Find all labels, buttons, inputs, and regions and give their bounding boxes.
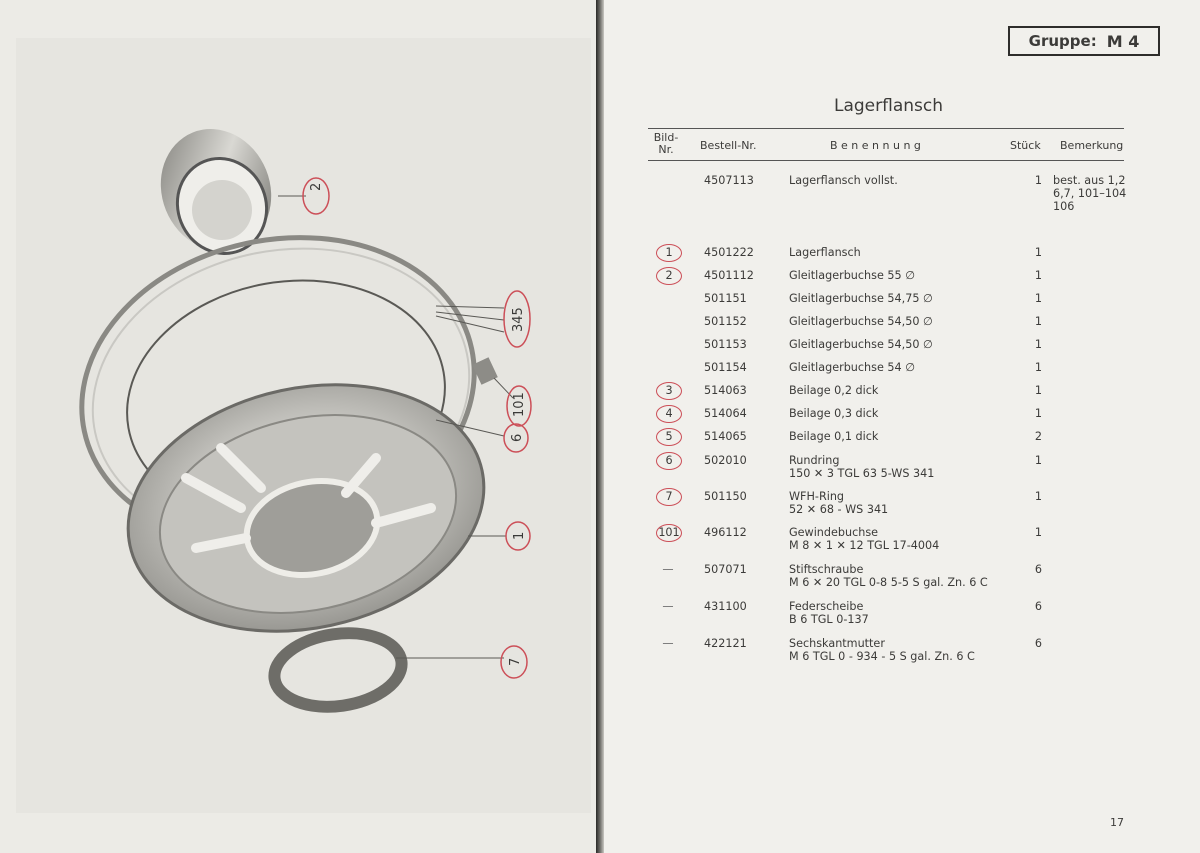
cell-bild: 7 <box>656 488 682 506</box>
cell-bild: — <box>662 563 674 576</box>
cell-nr: 4507113 <box>704 174 754 187</box>
cell-nr: 501152 <box>704 315 747 328</box>
cell-st: 1 <box>1034 246 1042 259</box>
book-gutter <box>596 0 604 853</box>
cell-nr: 514063 <box>704 384 747 397</box>
cell-st: 1 <box>1034 315 1042 328</box>
cell-ben: Lagerflansch <box>789 246 861 259</box>
cell-ben: Gleitlagerbuchse 54,75 ∅ <box>789 292 933 305</box>
cell-ben: Lagerflansch vollst. <box>789 174 898 187</box>
column-header-benennung: B e n e n n u n g <box>830 139 921 152</box>
cell-nr: 501150 <box>704 490 747 503</box>
page-title: Lagerflansch <box>834 96 944 116</box>
cell-st: 6 <box>1034 600 1042 613</box>
cell-ben: Beilage 0,1 dick <box>789 430 879 443</box>
cell-st: 1 <box>1034 526 1042 539</box>
column-header-bild: Bild- Nr. <box>653 131 679 156</box>
group-label-box <box>1008 26 1160 56</box>
cell-bild: 6 <box>656 452 682 470</box>
cell-ben: Gewindebuchse M 8 ✕ 1 ✕ 12 TGL 17-4004 <box>789 526 940 552</box>
cell-bild: — <box>662 637 674 650</box>
callout-7: 7 <box>508 657 523 666</box>
cell-st: 1 <box>1034 490 1042 503</box>
cell-bild: 2 <box>656 267 682 285</box>
callout-2: 2 <box>309 182 324 191</box>
cell-ben: Gleitlagerbuchse 54,50 ∅ <box>789 338 933 351</box>
cell-st: 6 <box>1034 563 1042 576</box>
cell-ben: Beilage 0,3 dick <box>789 407 879 420</box>
callout-1: 1 <box>512 531 527 540</box>
cell-nr: 501151 <box>704 292 747 305</box>
cell-nr: 502010 <box>704 454 747 467</box>
left-page <box>0 0 596 853</box>
cell-ben: Beilage 0,2 dick <box>789 384 879 397</box>
cell-bild: 101 <box>656 524 682 542</box>
cell-ben: Federscheibe B 6 TGL 0-137 <box>789 600 869 626</box>
cell-bild: 1 <box>656 244 682 262</box>
cell-st: 2 <box>1034 430 1042 443</box>
seal-ring <box>270 625 407 714</box>
cell-ben: Gleitlagerbuchse 54,50 ∅ <box>789 315 933 328</box>
cell-nr: 4501222 <box>704 246 754 259</box>
cell-nr: 501153 <box>704 338 747 351</box>
column-header-bestell: Bestell-Nr. <box>700 139 757 152</box>
column-header-stueck: Stück <box>1010 139 1041 152</box>
cell-st: 1 <box>1034 174 1042 187</box>
right-page <box>604 0 1200 853</box>
cell-st: 1 <box>1034 292 1042 305</box>
cell-bild: — <box>662 600 674 613</box>
flange-body <box>105 353 507 663</box>
cell-nr: 422121 <box>704 637 747 650</box>
cell-ben: Stiftschraube M 6 ✕ 20 TGL 0-8 5-5 S gal. Zn. 6 C <box>789 563 988 589</box>
cell-ben: WFH-Ring 52 ✕ 68 - WS 341 <box>789 490 889 516</box>
cell-st: 1 <box>1034 454 1042 467</box>
cell-ben: Sechskantmutter M 6 TGL 0 - 934 - 5 S gal. Zn. 6 C <box>789 637 975 663</box>
cell-st: 1 <box>1034 269 1042 282</box>
header-rule-top <box>648 128 1124 129</box>
cell-nr: 514064 <box>704 407 747 420</box>
cell-nr: 501154 <box>704 361 747 374</box>
cell-nr: 431100 <box>704 600 747 613</box>
cell-nr: 514065 <box>704 430 747 443</box>
callout-345: 345 <box>511 307 526 332</box>
cell-bem: best. aus 1,2 6,7, 101–104 106 <box>1053 174 1127 213</box>
bushing-part <box>143 112 290 267</box>
cell-st: 1 <box>1034 384 1042 397</box>
cell-st: 1 <box>1034 407 1042 420</box>
cell-bild: 3 <box>656 382 682 400</box>
header-rule-bottom <box>648 160 1124 161</box>
cell-ben: Gleitlagerbuchse 54 ∅ <box>789 361 915 374</box>
group-value: M 4 <box>1106 31 1140 51</box>
bearing-flange-drawing <box>16 38 591 813</box>
cell-nr: 507071 <box>704 563 747 576</box>
cell-ben: Gleitlagerbuchse 55 ∅ <box>789 269 915 282</box>
column-header-bemerkung: Bemerkung <box>1060 139 1124 152</box>
page-number: 17 <box>1110 816 1124 829</box>
cell-bild: 4 <box>656 405 682 423</box>
group-label: Gruppe: <box>1028 32 1097 50</box>
cell-nr: 496112 <box>704 526 747 539</box>
cell-ben: Rundring 150 ✕ 3 TGL 63 5-WS 341 <box>789 454 935 480</box>
cell-bild: 5 <box>656 428 682 446</box>
cell-st: 1 <box>1034 338 1042 351</box>
cell-st: 6 <box>1034 637 1042 650</box>
cell-nr: 4501112 <box>704 269 754 282</box>
cell-st: 1 <box>1034 361 1042 374</box>
callout-101: 101 <box>512 392 527 417</box>
callout-6: 6 <box>510 433 525 442</box>
exploded-view-photo <box>16 38 591 813</box>
